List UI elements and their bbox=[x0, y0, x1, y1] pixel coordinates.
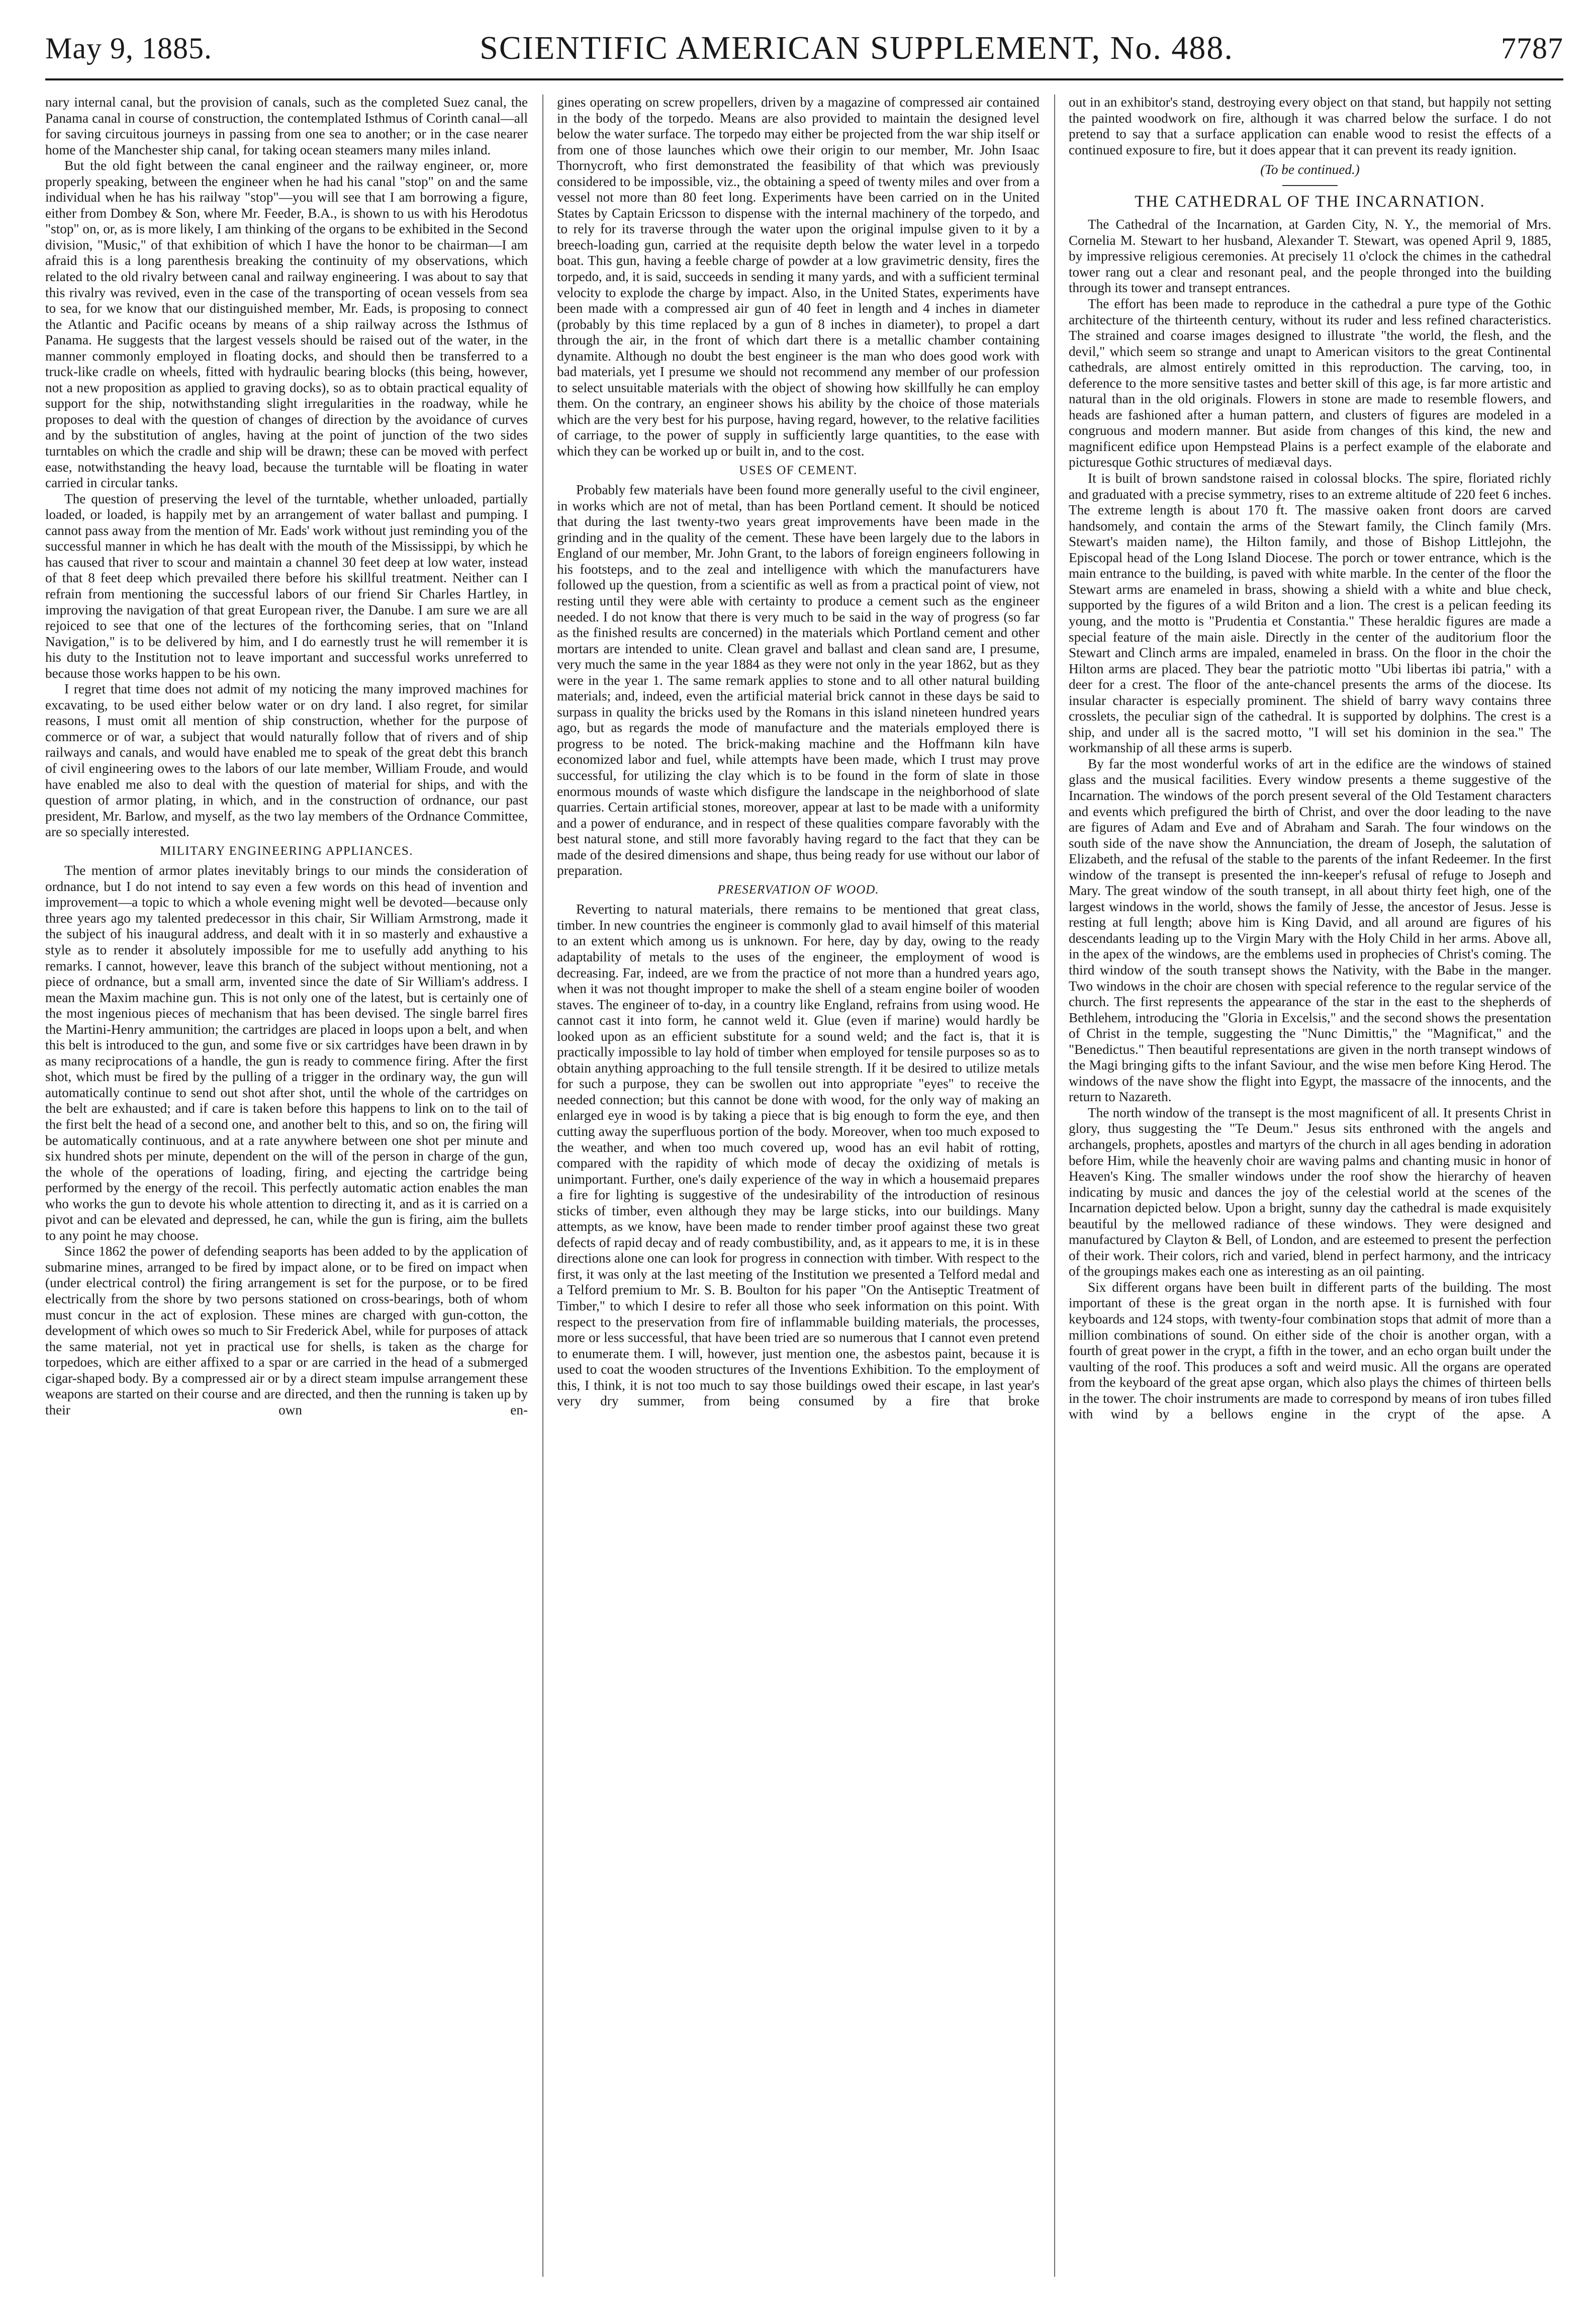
column-3-paragraph: The Cathedral of the Incarnation, at Garden City, N. Y., the memorial of Mrs. Cornelia M. Stewart to her husband, Alexander T. Stewart, was opened April 9, 1885, by impressive religious ceremonies. At precisely 11 o'clock the chimes in the cathedral tower rang out a clear and resonant peal, and the people thronged into the building through its tower and transept entrances. bbox=[1069, 217, 1551, 296]
column-divider-1 bbox=[542, 95, 543, 2277]
column-1-paragraph: The question of preserving the level of the turntable, whether unloaded, partially loaded, or loaded, is happily met by an arrangement of water ballast and pumping. I cannot pass away from the mention of Mr. Eads' work without just reminding you of the successful manner in which he has dealt with the mouth of the Mississippi, by which he has caused that river to scour and maintain a channel 30 feet deep at low water, instead of that 8 feet deep which prevailed there before his skillful treatment. Neither can I refrain from mentioning the successful labors of our friend Sir Charles Hartley, in improving the navigation of that great European river, the Danube. I am sure we are all rejoiced to see that one of the lectures of the forthcoming series, that on "Inland Navigation," is to be delivered by him, and I do earnestly trust he will remember it is his duty to the Institution not to leave important and successful works unreferred to because those works happen to be his own. bbox=[45, 491, 528, 681]
column-3-paragraph: out in an exhibitor's stand, destroying every object on that stand, but happily not setting the painted woodwork on fire, although it was charred below the surface. I do not pretend to say that a surface application can enable wood to resist the effects of a continued exposure to fire, but it does appear that it can prevent its ready ignition. bbox=[1069, 95, 1551, 157]
article-divider bbox=[1282, 185, 1338, 186]
column-1-paragraph: But the old fight between the canal engineer and the railway engineer, or, more properly speaking, between the engineer when he had his canal "stop" on and the same individual when he has his railway "stop"—you will see that I am borrowing a figure, either from Dombey & Son, where Mr. Feeder, B.A., is shown to us with his Herodotus "stop" on, or, as is more likely, I am thinking of the organs to be exhibited in the Second division, "Music," of that exhibition of which I have the honor to be chairman—I am afraid this is a long parenthesis breaking the continuity of my observations, which related to the old rivalry between canal and railway engineering. I was about to say that this rivalry was revived, even in the case of the transporting of ocean vessels from sea to sea, for we know that our distinguished member, Mr. Eads, is proposing to connect the Atlantic and Pacific oceans by means of a ship railway across the Isthmus of Panama. He suggests that the largest vessels should be raised out of the water, in the manner commonly employed in floating docks, and should then be transferred to a truck-like cradle on wheels, fitted with hydraulic bearing blocks (this being, however, not a new proposition as applied to graving docks), so as to obtain practical equality of support for the ship, notwithstanding slight irregularities in the roadway, while he proposes to deal with the question of changes of direction by the avoidance of curves and by the substitution of angles, having at the point of junction of the two sides turntables on which the cradle and ship will be drawn; these can be moved with perfect ease, notwithstanding the heavy load, because the turntable will be floating in water carried in circular tanks. bbox=[45, 158, 528, 491]
column-divider-2 bbox=[1054, 95, 1055, 2277]
to-be-continued-note: (To be continued.) bbox=[1260, 162, 1360, 177]
column-2 bbox=[557, 95, 1040, 2287]
article-title-cathedral: THE CATHEDRAL OF THE INCARNATION. bbox=[1135, 192, 1485, 211]
column-1-paragraph: Since 1862 the power of defending seaports has been added to by the application of submarine mines, arranged to be fired by impact alone, or to be fired on impact when (under electrical control) the firing arrangement is set for the purpose, or to be fired electrically from the shore by two persons stationed on cross-bearings, both of whom must concur in the act of explosion. These mines are charged with gun-cotton, the development of which owes so much to Sir Frederick Abel, while for purposes of attack the same material, not yet in practical use for shells, is taken as the charge for torpedoes, which are either affixed to a spar or are carried in the head of a submerged cigar-shaped body. By a compressed air or by a direct steam impulse arrangement these weapons are started on their course and are directed, and then the running is taken up by their own en- bbox=[45, 1243, 528, 1417]
column-3-paragraph: By far the most wonderful works of art in the edifice are the windows of stained glass and the musical facilities. Every window presents a theme suggestive of the Incarnation. The windows of the porch present several of the Old Testament characters and events which prefigured the birth of Christ, and over the door leading to the nave are figures of Adam and Eve and of Abraham and Sarah. The four windows on the south side of the nave show the Annunciation, the dream of Joseph, the salutation of Elizabeth, and the refusal of the stable to the parents of the infant Redeemer. In the first window of the transept is presented the inn-keeper's refusal of refuge to Joseph and Mary. The great window of the south transept, in all about thirty feet high, one of the largest windows in the world, shows the family of Jesse, the ancestor of Jesus. Jesse is resting at full length; above him is King David, and all around are figures of his descendants leading up to the Virgin Mary with the Holy Child in her arms. Above all, in the apex of the windows, are the emblems used in prophecies of Christ's coming. The third window of the south transept shows the Nativity, with the Babe in the manger. Two windows in the choir are chosen with special reference to the regular service of the church. The first represents the appearance of the star in the east to the shepherds of Bethlehem, introducing the "Gloria in Excelsis," and the second shows the presentation of Christ in the temple, suggesting the "Nunc Dimittis," the "Magnificat," and the "Benedictus." Then beautiful representations are given in the north transept windows of the Magi bringing gifts to the infant Saviour, and the wise men before King Herod. The windows of the nave show the flight into Egypt, the massacre of the innocents, and the return to Nazareth. bbox=[1069, 756, 1551, 1105]
issue-date: May 9, 1885. bbox=[45, 31, 212, 65]
column-2-paragraph: gines operating on screw propellers, driven by a magazine of compressed air contained in the body of the torpedo. Means are also provided to maintain the designed level below the water surface. The torpedo may either be projected from the war ship itself or from one of those launches which owe their origin to our member, Mr. John Isaac Thornycroft, who first demonstrated the feasibility of that which was previously considered to be impossible, viz., the obtaining a speed of twenty miles and over from a vessel not more than 80 feet long. Experiments have been carried on in the United States by Captain Ericsson to dispense with the internal machinery of the torpedo, and to rely for its traverse through the water upon the original impulse given to it by a breech-loading gun, carried at the requisite depth below the water level in a torpedo boat. This gun, having a feeble charge of powder at a low gravimetric density, fires the torpedo, and, it is said, succeeds in sending it many yards, and with a sufficient terminal velocity to explode the charge by impact. Also, in the United States, experiments have been made with a compressed air gun of 40 feet in length and 4 inches in diameter (probably by this time replaced by a gun of 8 inches in diameter), to propel a dart through the air, in the front of which dart there is a metallic chamber containing dynamite. Although no doubt the best engineer is the man who does good work with bad materials, yet I presume we should not recommend any member of our profession to select unsuitable materials with the object of showing how skillfully he can employ them. On the contrary, an engineer shows his ability by the choice of those materials which are the very best for his purpose, having regard, however, to the relative facilities of carriage, to the power of supply in sufficiently large quantities, to the ease with which they can be worked up or built in, and to the cost. bbox=[557, 95, 1040, 459]
column-3-paragraph: The north window of the transept is the most magnificent of all. It presents Christ in glory, thus suggesting the "Te Deum." Jesus sits enthroned with the angels and archangels, prophets, apostles and martyrs of the church in all ages bending in adoration before Him, while the heavenly choir are waving palms and chanting music in honor of Heaven's King. The smaller windows under the roof show the hierarchy of heaven indicating by music and dances the joy of the celestial world at the scenes of the Incarnation depicted below. Upon a bright, sunny day the cathedral is made exquisitely beautiful by the mellowed radiance of these windows. They were designed and manufactured by Clayton & Bell, of London, and are esteemed to present the perfection of their work. Their colors, rich and varied, blend in perfect harmony, and the intricacy of the groupings makes each one as interesting as an oil painting. bbox=[1069, 1105, 1551, 1279]
column-1-paragraph: I regret that time does not admit of my noticing the many improved machines for excavating, to be used either below water or on dry land. I also regret, for similar reasons, I must omit all mention of ship construction, whether for the purpose of commerce or of war, a subject that would naturally follow that of rivers and of ship railways and canals, and would have enabled me to speak of the great debt this branch of civil engineering owes to the labors of our late member, William Froude, and would have enabled me also to deal with the question of material for ships, and with the question of armor plating, in which, and in the construction of ordnance, our past president, Mr. Barlow, and myself, as the two lay members of the Ordnance Committee, are so specially interested. bbox=[45, 681, 528, 840]
column-2-paragraph: Reverting to natural materials, there remains to be mentioned that great class, timber. In new countries the engineer is commonly glad to avail himself of this material to an extent which among us is unknown. For here, day by day, owing to the ready adaptability of metals to the uses of the engineer, the employment of wood is decreasing. Far, indeed, are we from the practice of not more than a hundred years ago, when it was not thought improper to make the shell of a steam engine boiler of wooden staves. The engineer of to-day, in a country like England, refrains from using wood. He cannot cast it into form, he cannot weld it. Glue (even if marine) would hardly be looked upon as an efficient substitute for a sound weld; and the fact is, that it is practically impossible to lay hold of timber when employed for tensile purposes so as to obtain anything approaching to the full tensile strength. If it be desired to utilize metals for such a purpose, they can be swollen out into appropriate "eyes" to receive the needed connection; but this cannot be done with wood, for the only way of making an enlarged eye in wood is by taking a piece that is big enough to form the eye, and then cutting away the superfluous portion of the body. Moreover, when too much exposed to the weather, and when too much covered up, wood has an evil habit of rotting, compared with the rapidity of which mode of decay the oxidizing of metals is unimportant. Further, one's daily experience of the way in which a housemaid prepares a fire for lighting is suggestive of the undesirability of the introduction of resinous sticks of timber, even although they may be large sticks, into our buildings. Many attempts, as we know, have been made to render timber proof against these two great defects of rapid decay and of ready combustibility, and, as it appears to me, it is in these directions alone one can look for progress in connection with timber. With respect to the first, it was only at the last meeting of the Institution we presented a Telford medal and a Telford premium to Mr. S. B. Boulton for his paper "On the Antiseptic Treatment of Timber," to which I desire to refer all those who seek information on this point. With respect to the preservation from fire of inflammable building materials, the processes, more or less successful, that have been tried are so numerous that I cannot even pretend to enumerate them. I will, however, just mention one, the asbestos paint, because it is used to coat the wooden structures of the Inventions Exhibition. To the employment of this, I think, it is not too much to say those buildings owed their escape, in last year's very dry summer, from being consumed by a fire that broke bbox=[557, 902, 1040, 1409]
column-3-paragraph: Six different organs have been built in different parts of the building. The most important of these is the great organ in the north apse. It is furnished with four keyboards and 124 stops, with twenty-four combination stops that admit of more than a million combinations of sound. On either side of the choir is another organ, with a fourth of great power in the crypt, a fifth in the tower, and an echo organ built under the vaulting of the roof. This produces a soft and weird music. All the organs are operated from the keyboard of the great apse organ, which also plays the chimes of thirteen bells in the tower. The choir instruments are made to correspond by means of iron tubes filled with wind by a bellows engine in the crypt of the apse. A bbox=[1069, 1279, 1551, 1422]
column-3-paragraph: It is built of brown sandstone raised in colossal blocks. The spire, floriated richly and graduated with a precise symmetry, rises to an extreme altitude of 220 feet 6 inches. The extreme length is about 170 ft. The massive oaken front doors are carved handsomely, and contain the arms of the Stewart family, the Clinch family (Mrs. Stewart's maiden name), the Hilton family, and those of Bishop Littlejohn, the Episcopal head of the Long Island Diocese. The porch or tower entrance, which is the main entrance to the building, is paved with white marble. In the center of the floor the Stewart arms are enameled in brass, showing a shield with a white and blue check, supported by the figures of a wild Briton and a lion. The crest is a pelican feeding its young, and the motto is "Prudentia et Constantia." These heraldic figures are made a special feature of the main aisle. Directly in the center of the auditorium floor the Stewart and Clinch arms are impaled, enameled in brass. On the floor in the choir the Hilton arms are placed. They bear the patriotic motto "Ubi libertas ibi patria," with a deer for a crest. The floor of the ante-chancel presents the arms of the diocese. Its insular character is especially prominent. The shield of barry wavy contains three crosslets, the peculiar sign of the cathedral. It is supported by dolphins. The crest is a ship, and under all is the sacred motto, "I will set his dominion in the sea." The workmanship of all these arms is superb. bbox=[1069, 471, 1551, 756]
publication-title: SCIENTIFIC AMERICAN SUPPLEMENT, No. 488. bbox=[480, 30, 1234, 66]
column-2-paragraph: Probably few materials have been found more generally useful to the civil engineer, in works which are not of metal, than has been Portland cement. It should be noticed that during the last twenty-two years great improvements have been made in the grinding and in the quality of the cement. These have been largely due to the labors in England of our member, Mr. John Grant, to the labors of foreign engineers following in his footsteps, and to the zeal and intelligence with which the manufacturers have followed up the question, from a scientific as well as from a practical point of view, not resting until they were able with certainty to produce a cement such as the engineer needed. I do not know that there is very much to be said in the way of progress (so far as the finished results are concerned) in the materials which Portland cement and other mortars are intended to unite. Clean gravel and ballast and clean sand are, I presume, very much the same in the year 1884 as they were not only in the year 1862, but as they were in the year 1. The same remark applies to stone and to all other natural building materials; and, indeed, even the artificial material brick cannot in these days be said to surpass in quality the bricks used by the Romans in this island nineteen hundred years ago, but as regards the mode of manufacture and the materials employed there is progress to be noted. The brick-making machine and the Hoffmann kiln have economized labor and fuel, while attempts have been made, which I trust may prove successful, for utilizing the clay which is to be found in the form of slate in those enormous mounds of waste which disfigure the landscape in the neighborhood of slate quarries. Certain artificial stones, moreover, appear at last to be made with a uniformity and a power of endurance, and in respect of these qualities compare favorably with the best natural stone, and still more favorably having regard to the fact that they can be made of the desired dimensions and shape, thus being ready for use without our labor of preparation. bbox=[557, 482, 1040, 878]
column-1-paragraph: nary internal canal, but the provision of canals, such as the completed Suez canal, the Panama canal in course of construction, the contemplated Isthmus of Corinth canal—all for saving circuitous journeys in passing from one sea to another; or in the case nearer home of the Manchester ship canal, for taking ocean steamers many miles inland. bbox=[45, 95, 528, 157]
column-3-paragraph: The effort has been made to reproduce in the cathedral a pure type of the Gothic architecture of the thirteenth century, without its ruder and less refined characteristics. The strained and coarse images designed to illustrate "the world, the flesh, and the devil," which seem so strange and unapt to American visitors to the great Continental cathedrals, are almost entirely omitted in this reproduction. The carving, too, in deference to the more sensitive tastes and better skill of this age, is far more artistic and natural than in the old originals. Flowers in stone are made to resemble flowers, and heads are fashioned after a human pattern, and clusters of figures are modeled in a congruous and modern manner. But aside from changes of this kind, the new and magnificent edifice upon Hempstead Plains is a perfect example of the elaborate and picturesque Gothic structures of mediæval days. bbox=[1069, 296, 1551, 470]
column-1 bbox=[45, 95, 528, 2287]
column-1-paragraph: The mention of armor plates inevitably brings to our minds the consideration of ordnance, but I do not intend to say even a few words on this head of invention and improvement—a topic to which a whole evening might well be devoted—because only three years ago my talented predecessor in this chair, Sir William Armstrong, made it the subject of his inaugural address, and dealt with it in so masterly and exhaustive a style as to render it absolutely impossible for me to usefully add anything to his remarks. I cannot, however, leave this branch of the subject without mentioning, not a piece of ordnance, but a small arm, invented since the date of Sir William's address. I mean the Maxim machine gun. This is not only one of the latest, but is certainly one of the most ingenious pieces of mechanism that has been devised. The single barrel fires the Martini-Henry ammunition; the cartridges are placed in loops upon a belt, and when this belt is introduced to the gun, and some five or six cartridges have been drawn in by as many reciprocations of a handle, the gun is ready to commence firing. After the first shot, which must be fired by the pulling of a trigger in the ordinary way, the gun will automatically continue to send out shot after shot, until the whole of the cartridges on the belt are exhausted; and if care is taken before this happens to link on to the tail of the first belt the head of a second one, and another belt to this, and so on, the firing will be automatically continuous, and at a rate anywhere between one shot per minute and six hundred shots per minute, dependent on the will of the person in charge of the gun, the whole of the operations of loading, firing, and ejecting the cartridge being performed by the energy of the recoil. This perfectly automatic action enables the man who works the gun to devote his whole attention to directing it, and as it is carried on a pivot and can be elevated and depressed, he can, while the gun is firing, aim the bullets to any point he may choose. bbox=[45, 863, 528, 1243]
column-3 bbox=[1069, 95, 1551, 2287]
section-heading-military-engineering: MILITARY ENGINEERING APPLIANCES. bbox=[159, 844, 414, 858]
section-heading-uses-of-cement: USES OF CEMENT. bbox=[739, 463, 858, 477]
section-heading-preservation-of-wood: PRESERVATION OF WOOD. bbox=[717, 882, 879, 897]
page-number: 7787 bbox=[1500, 31, 1563, 65]
header-rule bbox=[45, 78, 1563, 80]
page-header bbox=[45, 24, 1563, 72]
